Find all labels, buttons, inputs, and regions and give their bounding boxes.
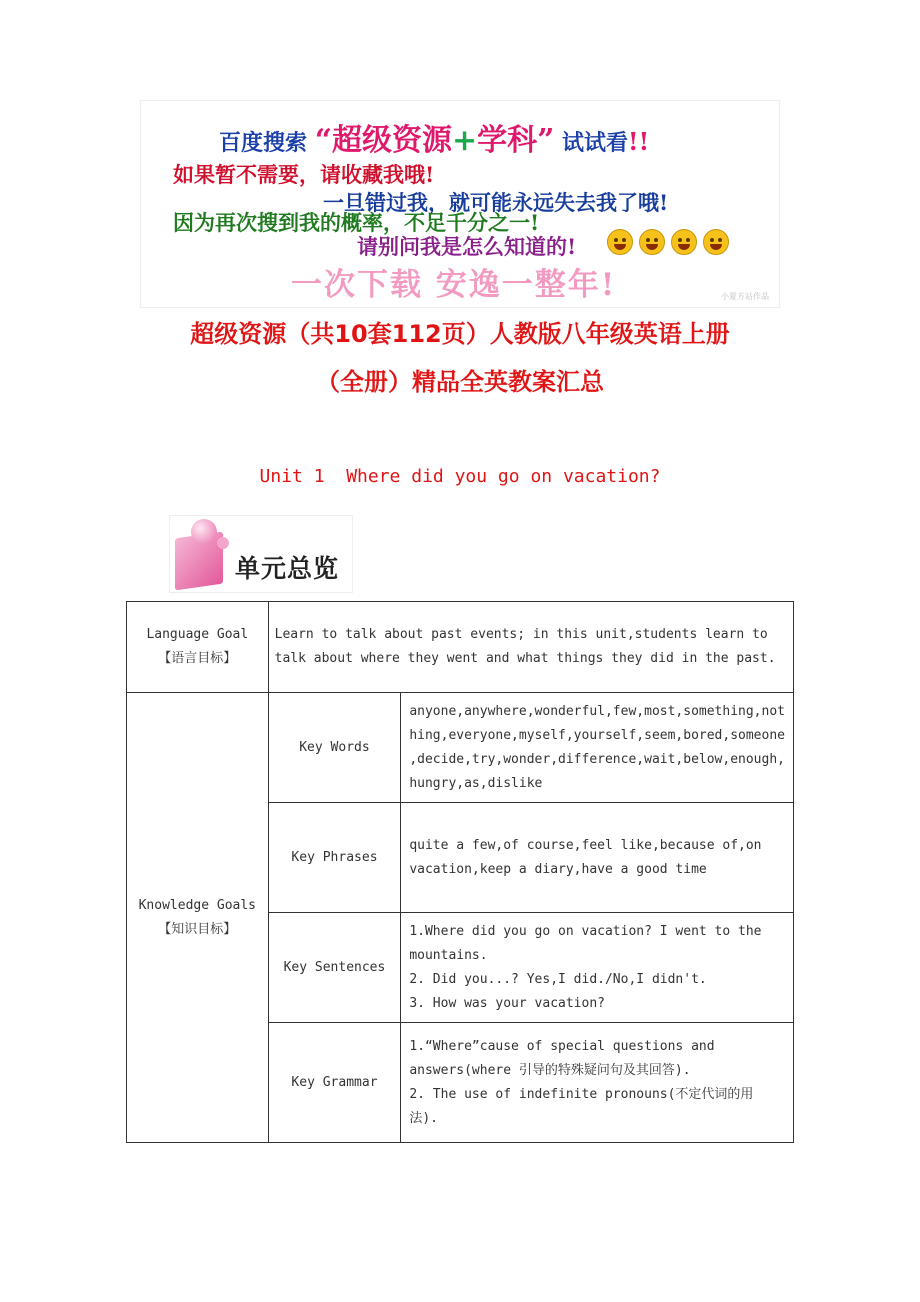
emoji-icon	[639, 229, 665, 255]
balloon-icon	[191, 519, 217, 545]
banner-credit: 小夏方站作品	[721, 292, 769, 301]
emoji-row	[607, 229, 729, 255]
banner-close-quote: ”	[537, 123, 555, 158]
line: 法).	[409, 1110, 438, 1126]
unit-overview-badge	[169, 515, 353, 593]
banner-line-4: 因为再次搜到我的概率，不足千分之一!	[173, 210, 540, 235]
emoji-icon	[671, 229, 697, 255]
table-row	[127, 602, 794, 693]
key-grammar-content	[401, 1023, 794, 1143]
bubble-icon	[217, 537, 229, 549]
key-words-content	[401, 693, 794, 803]
key-sentences-content	[401, 913, 794, 1023]
line: mountains.	[409, 947, 488, 963]
ad-banner	[140, 100, 780, 308]
banner-bang: !!	[628, 127, 650, 156]
doc-title-line-2: （全册）精品全英教案汇总	[316, 368, 604, 396]
banner-line-2: 如果暂不需要，请收藏我哦!	[173, 162, 435, 187]
banner-highlight: 超级资源	[331, 123, 452, 158]
label-cn: 【语言目标】	[158, 651, 237, 666]
label-cn: 【知识目标】	[158, 921, 237, 937]
banner-line-3: 一旦错过我，就可能永远失去我了哦!	[323, 190, 669, 215]
key-words-label: Key Words	[268, 693, 401, 803]
doc-title-line-1: 超级资源（共10套112页）人教版八年级英语上册	[190, 320, 730, 348]
line: hing,everyone,myself,yourself,seem,bored,someone	[409, 727, 785, 743]
banner-line-5: 请别问我是怎么知道的!	[357, 234, 577, 259]
banner-subject: 学科	[477, 123, 538, 158]
line: ,decide,try,wonder,difference,wait,below,enough,	[409, 751, 785, 767]
line: answers(where 引导的特殊疑问句及其回答).	[409, 1062, 691, 1078]
label-en: Language Goal	[146, 627, 249, 642]
line: 1.Where did you go on vacation? I went to the	[409, 923, 762, 939]
section-label: 单元总览	[235, 554, 340, 583]
knowledge-goals-label	[127, 693, 269, 1143]
emoji-icon	[607, 229, 633, 255]
key-grammar-label: Key Grammar	[268, 1023, 401, 1143]
goals-table	[126, 601, 794, 1143]
line: 1.“Where”cause of special questions and	[409, 1038, 715, 1054]
line: vacation,keep a diary,have a good time	[409, 861, 707, 877]
label-en: Knowledge Goals	[138, 897, 257, 913]
banner-line-1	[219, 115, 649, 159]
language-goal-content: Learn to talk about past events; in this unit,students learn to talk about where they went and what things they did in the past.	[268, 602, 793, 693]
banner-open-quote: “	[314, 123, 332, 158]
unit-heading: Unit 1 Where did you go on vacation?	[259, 466, 661, 487]
banner-search-text: 百度搜索	[219, 130, 308, 156]
language-goal-label	[127, 602, 269, 693]
line: 2. The use of indefinite pronouns(不定代词的用	[409, 1086, 754, 1102]
key-phrases-content	[401, 803, 794, 913]
line: quite a few,of course,feel like,because of,on	[409, 837, 762, 853]
line: anyone,anywhere,wonderful,few,most,something,not	[409, 703, 785, 719]
table-row	[127, 693, 794, 803]
banner-line-6: 一次下载 安逸一整年!	[291, 267, 617, 303]
banner-try-text: 试试看	[562, 130, 629, 156]
banner-plus: +	[451, 123, 478, 158]
key-sentences-label: Key Sentences	[268, 913, 401, 1023]
line: hungry,as,dislike	[409, 775, 543, 791]
emoji-icon	[703, 229, 729, 255]
line: 3. How was your vacation?	[409, 995, 605, 1011]
line: 2. Did you...? Yes,I did./No,I didn't.	[409, 971, 707, 987]
key-phrases-label: Key Phrases	[268, 803, 401, 913]
